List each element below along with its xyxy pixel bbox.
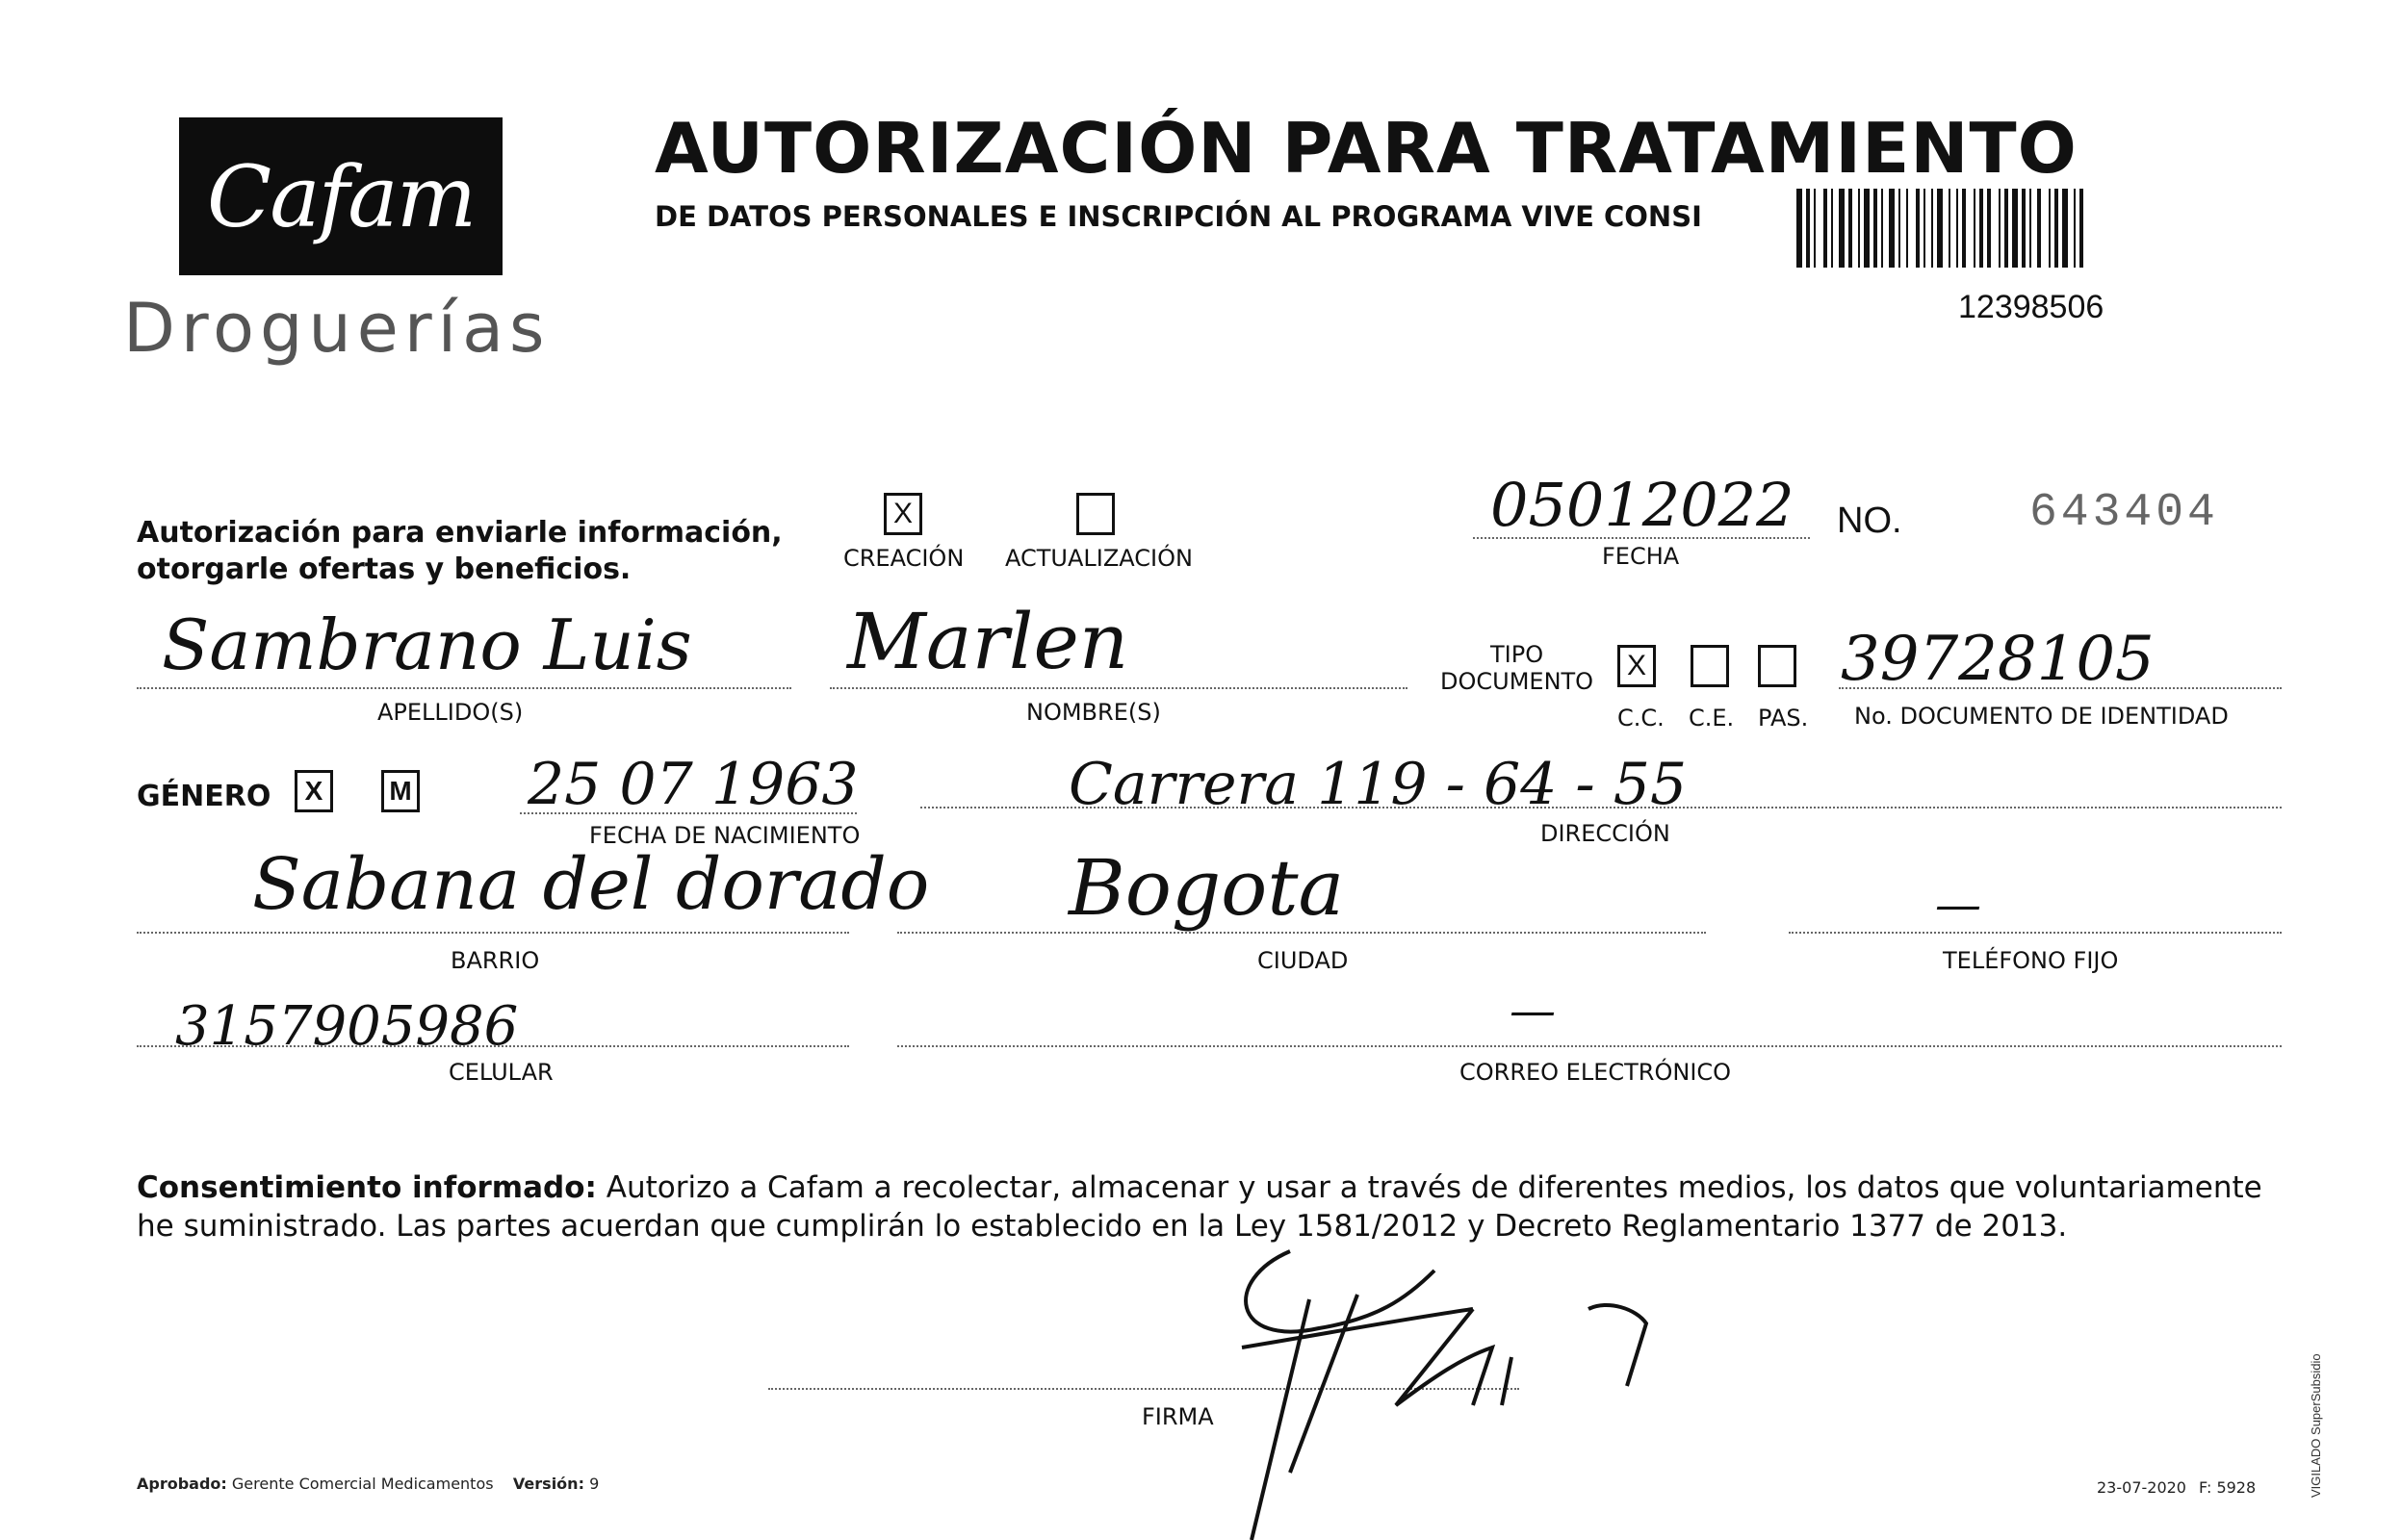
barcode-bar	[1848, 189, 1852, 268]
barcode-bar	[1999, 189, 2001, 268]
barcode-bar	[1979, 189, 1983, 268]
barcode-bar	[1916, 189, 1920, 268]
direccion-label: DIRECCIÓN	[1540, 820, 1670, 847]
ciudad-value: Bogota	[1069, 843, 1345, 933]
barcode-bar	[1923, 189, 1925, 268]
barcode-bar	[2074, 189, 2076, 268]
barcode-bar	[1796, 189, 1802, 268]
barcode-bar	[1839, 189, 1845, 268]
barcode-bar	[1937, 189, 1943, 268]
creacion-label: CREACIÓN	[843, 545, 965, 572]
barcode-bar	[1949, 189, 1950, 268]
barcode-bar	[1931, 189, 1933, 268]
barcode-bar	[1987, 189, 1991, 268]
fecha-nacimiento-label: FECHA DE NACIMIENTO	[589, 822, 861, 849]
telefono-label: TELÉFONO FIJO	[1943, 947, 2119, 974]
barrio-value: Sabana del dorado	[252, 843, 930, 926]
barcode-bar	[1814, 189, 1816, 268]
form-subtitle: DE DATOS PERSONALES E INSCRIPCIÓN AL PROGRAMA VIVE CONSI	[655, 200, 1702, 233]
pas-label: PAS.	[1758, 705, 1809, 732]
fecha-value: 05012022	[1490, 470, 1794, 540]
barcode-bar	[1873, 189, 1877, 268]
genero-m-checkbox[interactable]	[381, 770, 420, 812]
barcode-bar	[1898, 189, 1900, 268]
aprobado-value: Gerente Comercial Medicamentos	[231, 1475, 494, 1493]
correo-value: —	[1510, 984, 1556, 1038]
tipo-documento-label-1: TIPO	[1490, 641, 1544, 668]
barcode-bar	[1889, 189, 1895, 268]
footer-date: 23-07-2020	[2097, 1478, 2186, 1497]
numero-label: NO.	[1837, 500, 1902, 541]
actualizacion-label: ACTUALIZACIÓN	[1005, 545, 1193, 572]
genero-label: GÉNERO	[137, 780, 271, 813]
fecha-nacimiento-value: 25 07 1963	[528, 751, 859, 818]
side-vigilado-text: VIGILADO SuperSubsidio	[2309, 1353, 2323, 1498]
ce-checkbox[interactable]	[1691, 645, 1729, 687]
barcode-number: 12398506	[1958, 289, 2104, 325]
apellidos-label: APELLIDO(S)	[377, 699, 524, 726]
nombres-value: Marlen	[847, 597, 1129, 686]
apellidos-value: Sambrano Luis	[162, 604, 692, 685]
barcode-bar	[1906, 189, 1908, 268]
barcode-bar	[1962, 189, 1966, 268]
consent-paragraph	[137, 1168, 2272, 1245]
genero-f-mark: X	[304, 776, 323, 806]
cc-checkbox[interactable]	[1617, 645, 1656, 687]
barcode-bar	[2004, 189, 2008, 268]
barcode-bar	[2029, 189, 2031, 268]
tipo-documento-label-2: DOCUMENTO	[1440, 668, 1594, 695]
documento-value: 39728105	[1841, 624, 2155, 695]
barcode-bar	[1881, 189, 1883, 268]
nombres-label: NOMBRE(S)	[1026, 699, 1161, 726]
barcode-bar	[2012, 189, 2018, 268]
barcode-bar	[1956, 189, 1958, 268]
version-label: Versión:	[512, 1475, 584, 1493]
documento-label: No. DOCUMENTO DE IDENTIDAD	[1854, 703, 2229, 730]
barcode-bar	[1864, 189, 1870, 268]
genero-f-checkbox[interactable]	[295, 770, 333, 812]
version-value: 9	[589, 1475, 600, 1493]
barcode-bar	[1823, 189, 1827, 268]
consent-title: Consentimiento informado:	[137, 1170, 597, 1205]
barcode-bar	[2037, 189, 2041, 268]
barcode-bar	[2079, 189, 2083, 268]
creacion-check-mark: X	[892, 498, 913, 529]
barrio-label: BARRIO	[451, 947, 540, 974]
aprobado-label: Aprobado:	[137, 1475, 227, 1493]
cafam-logo	[179, 117, 503, 275]
barcode-bar	[1858, 189, 1860, 268]
barcode-bar	[1831, 189, 1833, 268]
footer-approval	[137, 1475, 599, 1493]
footer-form-code: F: 5928	[2199, 1478, 2257, 1497]
barcode-bar	[2022, 189, 2026, 268]
genero-m-label: M	[389, 776, 412, 806]
numero-value: 643404	[2029, 487, 2219, 539]
pas-checkbox[interactable]	[1758, 645, 1796, 687]
barcode	[1796, 189, 2185, 268]
direccion-value: Carrera 119 - 64 - 55	[1069, 751, 1688, 818]
actualizacion-checkbox[interactable]	[1076, 493, 1115, 535]
correo-label: CORREO ELECTRÓNICO	[1459, 1059, 1732, 1086]
logo-text: Cafam	[206, 146, 476, 246]
form-title: AUTORIZACIÓN PARA TRATAMIENTO	[655, 108, 2078, 189]
barcode-bar	[2062, 189, 2068, 268]
intro-line-1: Autorización para enviarle información,	[137, 516, 783, 550]
ciudad-label: CIUDAD	[1257, 947, 1349, 974]
intro-line-2: otorgarle ofertas y beneficios.	[137, 552, 632, 586]
cc-label: C.C.	[1617, 705, 1665, 732]
signature-drawing	[1184, 1242, 1685, 1540]
telefono-value: —	[1935, 878, 1981, 932]
consent-text: Autorizo a Cafam a recolectar, almacenar y usar a través de diferentes medios, los datos que voluntariamente he suministrado. Las partes acuerdan que cumplirán lo establecido en la Ley 1581/2012 y Decreto Reglamentario 1377 de 2013.	[137, 1170, 2262, 1244]
barcode-bar	[2049, 189, 2051, 268]
ce-label: C.E.	[1689, 705, 1735, 732]
celular-label: CELULAR	[449, 1059, 554, 1086]
firma-label: FIRMA	[1142, 1403, 1214, 1430]
barcode-bar	[1806, 189, 1810, 268]
barcode-bar	[2054, 189, 2058, 268]
barcode-bar	[1974, 189, 1975, 268]
creacion-checkbox[interactable]	[884, 493, 922, 535]
fecha-label: FECHA	[1602, 543, 1680, 570]
cc-check-mark: X	[1626, 650, 1646, 681]
logo-subtitle: Droguerías	[123, 289, 551, 368]
celular-value: 3157905986	[175, 995, 519, 1058]
